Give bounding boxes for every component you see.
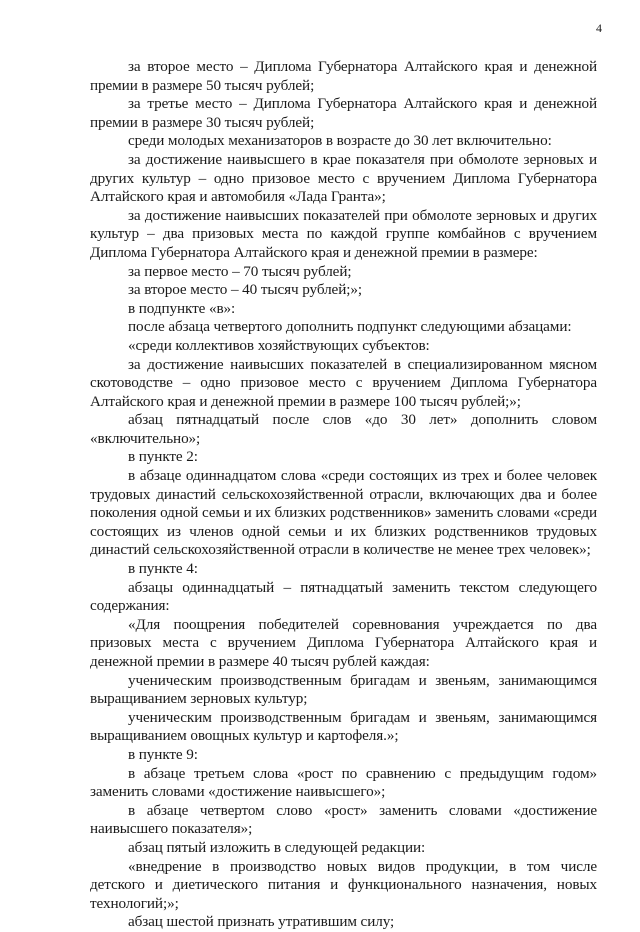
paragraph: за второе место – 40 тысяч рублей;»; (128, 281, 362, 299)
paragraph: в пункте 2: (128, 448, 198, 466)
paragraph: абзацы одиннадцатый – пятнадцатый заменить текстом следующего содержания: (90, 578, 597, 615)
paragraph: в абзаце одиннадцатом слова «среди состоящих из трех и более человек трудовых династий сельскохозяйственной отрасли, включающих два и более поколения одной семьи и их близких родственников» заменить словами «среди состоящих из членов одной семьи и их близких родственников трудовых династий сельскохозяйственной отрасли в количестве не менее трех человек»; (90, 467, 597, 559)
paragraph: за первое место – 70 тысяч рублей; (128, 262, 352, 280)
paragraph: в пункте 9: (128, 745, 198, 763)
paragraph: за второе место – Диплома Губернатора Алтайского края и денежной премии в размере 50 тысяч рублей; (90, 58, 597, 94)
paragraph: в подпункте «в»: (128, 299, 236, 317)
paragraph: за третье место – Диплома Губернатора Алтайского края и денежной премии в размере 30 тысяч рублей; (90, 95, 597, 131)
paragraph: «внедрение в производство новых видов продукции, в том числе детского и диетического питания и функционального назначения, новых технологий;»; (90, 857, 597, 912)
paragraph: за достижение наивысших показателей при обмолоте зерновых и других культур – два призовых места по каждой группе комбайнов с вручением Диплома Губернатора Алтайского края и денежной премии в размере: (90, 206, 597, 261)
page-number: 4 (596, 21, 602, 35)
paragraph: за достижение наивысших показателей в специализированном мясном скотоводстве – одно призовое место с вручением Диплома Губернатора Алтайского края и денежной премии в размере 100 тысяч рублей;»; (90, 355, 597, 410)
paragraph: абзац шестой признать утратившим силу; (128, 913, 395, 931)
paragraph: ученическим производственным бригадам и звеньям, занимающимся выращиванием овощных культур и картофеля.»; (90, 708, 597, 745)
paragraph: после абзаца четвертого дополнить подпункт следующими абзацами: (128, 318, 572, 336)
paragraph: абзац пятнадцатый после слов «до 30 лет» дополнить словом «включительно»; (90, 411, 597, 447)
paragraph: «среди коллективов хозяйствующих субъектов: (128, 336, 430, 354)
paragraph: абзац пятый изложить в следующей редакции: (128, 838, 426, 856)
document-body (90, 58, 597, 932)
paragraph: в пункте 4: (128, 560, 198, 578)
paragraph: «Для поощрения победителей соревнования учреждается по два призовых места с вручением Диплома Губернатора Алтайского края и денежной премии в размере 40 тысяч рублей каждая: (90, 615, 597, 670)
paragraph: среди молодых механизаторов в возрасте до 30 лет включительно: (128, 132, 552, 150)
paragraph: за достижение наивысшего в крае показателя при обмолоте зерновых и других культур – одно призовое место с вручением Диплома Губернатора Алтайского края и автомобиля «Лада Гранта»; (90, 150, 597, 206)
paragraph: в абзаце четвертом слово «рост» заменить словами «достижение наивысшего показателя»; (90, 801, 597, 838)
paragraph: ученическим производственным бригадам и звеньям, занимающимся выращиванием зерновых культур; (90, 671, 597, 708)
paragraph: в абзаце третьем слова «рост по сравнению с предыдущим годом» заменить словами «достижение наивысшего»; (90, 764, 597, 801)
